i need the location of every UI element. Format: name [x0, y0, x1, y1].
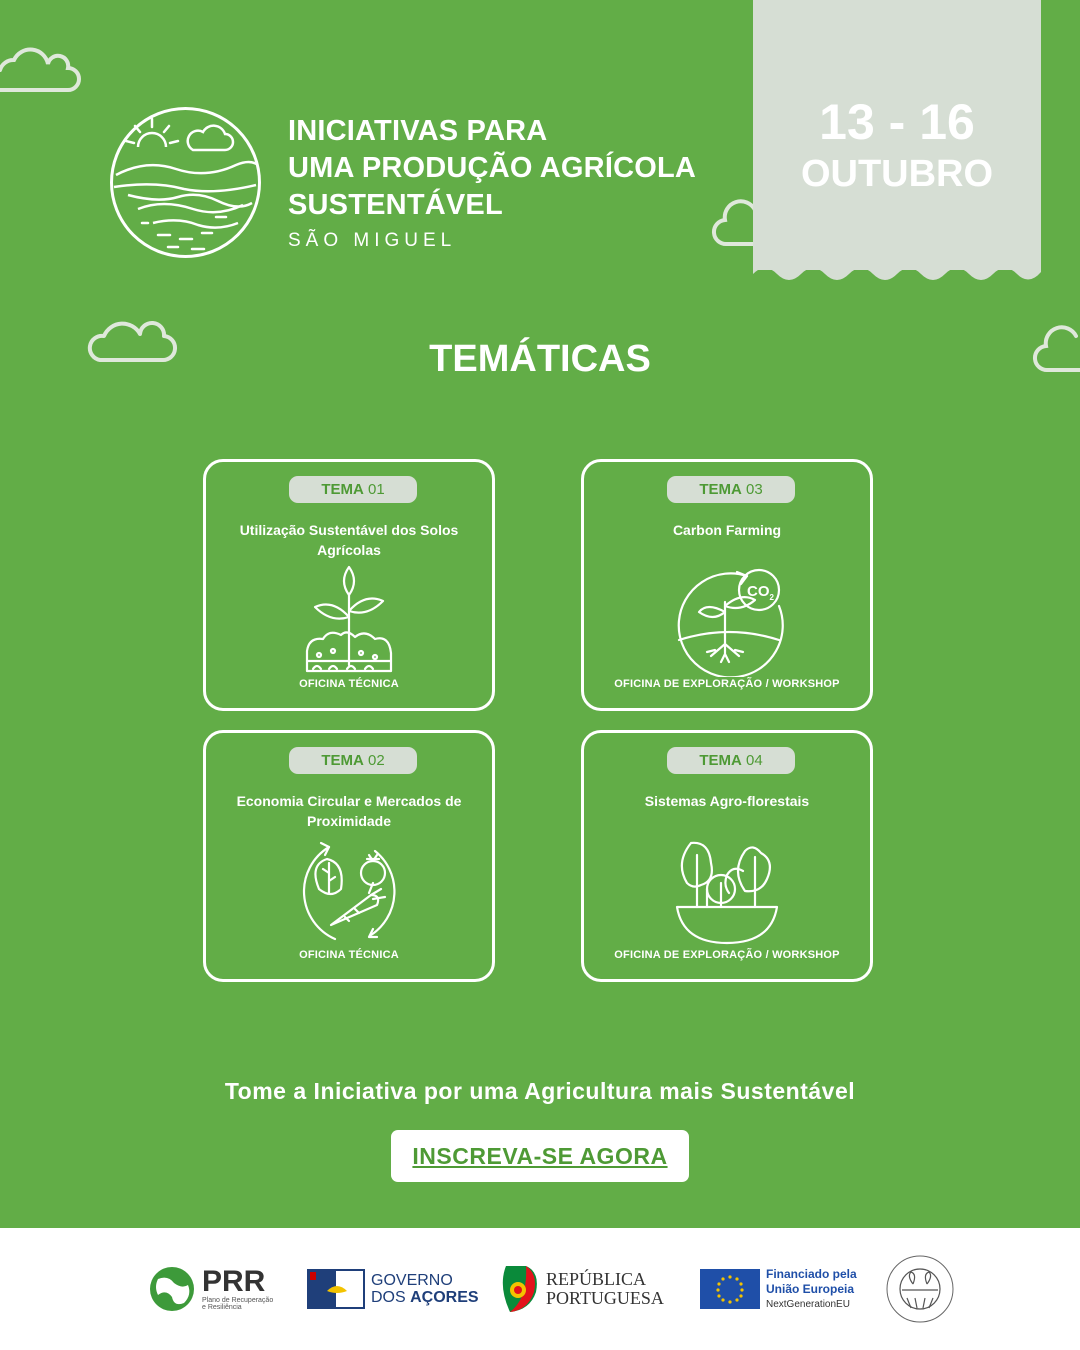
theme-badge-label: TEMA [699, 752, 742, 769]
prr-logo [148, 1228, 273, 1350]
portugal-emblem-icon [500, 1264, 538, 1314]
theme-format: OFICINA DE EXPLORAÇÃO / WORKSHOP [614, 949, 840, 961]
theme-card [581, 459, 873, 711]
location-subtitle: SÃO MIGUEL [288, 230, 457, 251]
theme-badge-number: 01 [367, 481, 385, 498]
landscape-logo-icon [108, 105, 263, 260]
theme-card [203, 730, 495, 982]
theme-title: Utilização Sustentável dos Solos Agrícolas [239, 522, 459, 558]
initiative-seal-logo [885, 1228, 955, 1350]
tagline: Tome a Iniciativa por uma Agricultura mais Sustentável [224, 1078, 856, 1104]
theme-format: OFICINA TÉCNICA [299, 949, 399, 961]
register-button[interactable]: INSCREVA-SE AGORA [391, 1130, 689, 1182]
co2-label: $CO_2$ [747, 583, 774, 602]
republica-portuguesa-logo [500, 1228, 664, 1350]
acores-line2: DOS AÇORES [371, 1289, 479, 1306]
initiative-seal-icon [885, 1254, 955, 1324]
title-line: INICIATIVAS PARA [288, 115, 548, 147]
date-range: 13 - 16 [819, 94, 975, 150]
section-title: TEMÁTICAS [429, 338, 651, 380]
republica-line1: REPÚBLICA [546, 1269, 647, 1289]
theme-card [203, 459, 495, 711]
acores-line1: GOVERNO [371, 1272, 453, 1289]
sponsor-footer [0, 1228, 1080, 1350]
cloud-icon [0, 40, 82, 96]
theme-title: Economia Circular e Mercados de Proximidade [236, 793, 462, 829]
scalloped-edge [753, 268, 1041, 284]
carbon-cycle-icon [667, 562, 787, 677]
theme-title: Sistemas Agro-florestais [644, 793, 810, 809]
page-title [288, 113, 718, 224]
theme-title: Carbon Farming [672, 522, 782, 538]
prr-name: PRR [202, 1265, 266, 1298]
trees-icon [667, 833, 787, 948]
plant-soil-icon [289, 565, 409, 680]
circular-produce-icon [289, 833, 409, 948]
theme-format: OFICINA DE EXPLORAÇÃO / WORKSHOP [614, 678, 840, 690]
eu-funding-logo [700, 1228, 857, 1350]
eu-line2: União Europeia [766, 1281, 855, 1296]
prr-globe-icon [148, 1265, 196, 1313]
theme-badge-label: TEMA [321, 752, 364, 769]
governo-acores-logo [307, 1228, 479, 1350]
title-line: UMA PRODUÇÃO AGRÍCOLA [288, 152, 697, 184]
theme-badge [667, 476, 795, 503]
theme-badge-number: 04 [745, 752, 763, 769]
theme-badge-label: TEMA [321, 481, 364, 498]
theme-format: OFICINA TÉCNICA [299, 678, 399, 690]
theme-badge-number: 03 [745, 481, 763, 498]
theme-badge-label: TEMA [699, 481, 742, 498]
theme-badge [289, 747, 417, 774]
eu-line1: Financiado pela [766, 1266, 857, 1281]
eu-line3: NextGenerationEU [766, 1298, 850, 1310]
theme-card [581, 730, 873, 982]
acores-flag-icon [307, 1269, 365, 1309]
title-line: SUSTENTÁVEL [288, 189, 503, 221]
prr-sub: Plano de Recuperação [202, 1297, 274, 1304]
eu-flag-icon [700, 1269, 760, 1309]
theme-badge [289, 476, 417, 503]
date-tag [753, 0, 1041, 270]
theme-badge [667, 747, 795, 774]
prr-sub: e Resiliência [202, 1304, 242, 1311]
date-month: OUTUBRO [800, 153, 994, 195]
theme-badge-number: 02 [367, 752, 385, 769]
republica-line2: PORTUGUESA [546, 1288, 664, 1308]
